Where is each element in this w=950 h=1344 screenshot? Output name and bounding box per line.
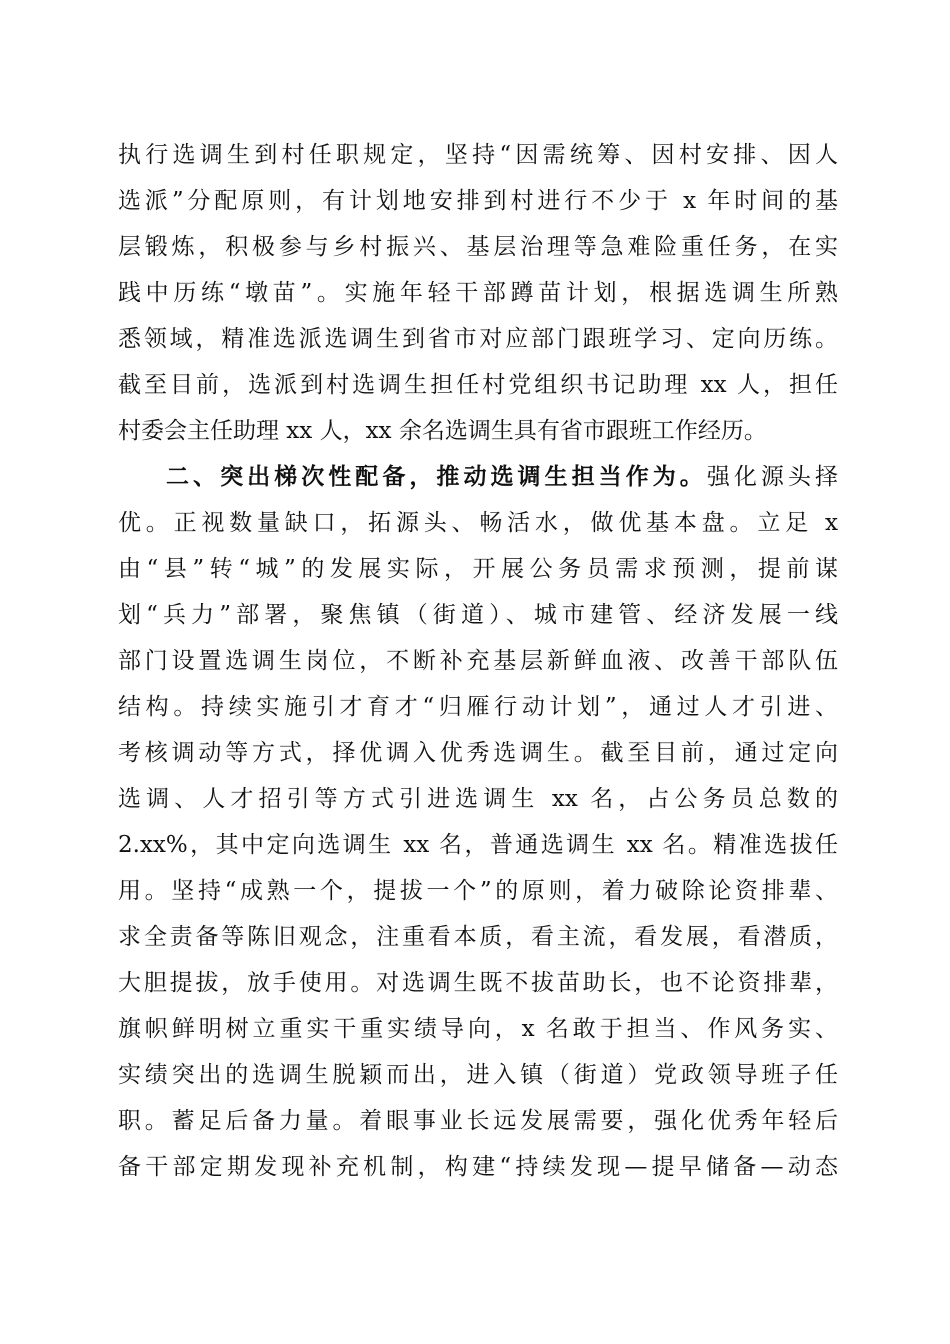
heading-continuation: 强化源头择 [706,464,839,490]
text-line: 旗帜鲜明树立重实干重实绩导向，x 名敢于担当、作风务实、 [118,1016,838,1042]
text-line: 划“兵力”部署，聚焦镇（街道）、城市建管、经济发展一线 [118,602,838,628]
text-line: 结构。持续实施引才育才“归雁行动计划”，通过人才引进、 [118,694,838,720]
paragraph-2-first-line [118,454,838,500]
text-line: 用。坚持“成熟一个，提拔一个”的原则，着力破除论资排辈、 [118,878,838,904]
text-line: 村委会主任助理 xx 人，xx 余名选调生具有省市跟班工作经历。 [118,418,767,444]
text-line: 由“县”转“城”的发展实际，开展公务员需求预测，提前谋 [118,556,838,582]
text-line: 执行选调生到村任职规定，坚持“因需统筹、因村安排、因人 [118,142,838,168]
text-line: 部门设置选调生岗位，不断补充基层新鲜血液、改善干部队伍 [118,648,838,674]
text-line: 实绩突出的选调生脱颖而出，进入镇（街道）党政领导班子任 [118,1062,838,1088]
body-text [118,132,838,1190]
text-line: 选派”分配原则，有计划地安排到村进行不少于 x 年时间的基 [118,188,838,214]
text-line: 截至目前，选派到村选调生担任村党组织书记助理 xx 人，担任 [118,372,838,398]
paragraph-1 [118,132,838,454]
paragraph-2 [118,454,838,1190]
section-heading: 二、突出梯次性配备，推动选调生担当作为。 [166,464,707,490]
text-line: 选调、人才招引等方式引进选调生 xx 名，占公务员总数的 [118,786,838,812]
text-line: 考核调动等方式，择优调入优秀选调生。截至目前，通过定向 [118,740,838,766]
text-line: 优。正视数量缺口，拓源头、畅活水，做优基本盘。立足 x [118,510,838,536]
text-line: 层锻炼，积极参与乡村振兴、基层治理等急难险重任务，在实 [118,234,838,260]
text-line: 2.xx%，其中定向选调生 xx 名，普通选调生 xx 名。精准选拔任 [118,832,838,858]
text-line: 悉领域，精准选派选调生到省市对应部门跟班学习、定向历练。 [118,326,838,352]
text-line: 求全责备等陈旧观念，注重看本质，看主流，看发展，看潜质， [118,924,838,950]
text-line: 职。蓄足后备力量。着眼事业长远发展需要，强化优秀年轻后 [118,1108,838,1134]
text-line: 大胆提拔，放手使用。对选调生既不拔苗助长，也不论资排辈， [118,970,838,996]
text-line: 践中历练“墩苗”。实施年轻干部蹲苗计划，根据选调生所熟 [118,280,838,306]
text-line: 备干部定期发现补充机制，构建“持续发现—提早储备—动态 [118,1154,838,1180]
